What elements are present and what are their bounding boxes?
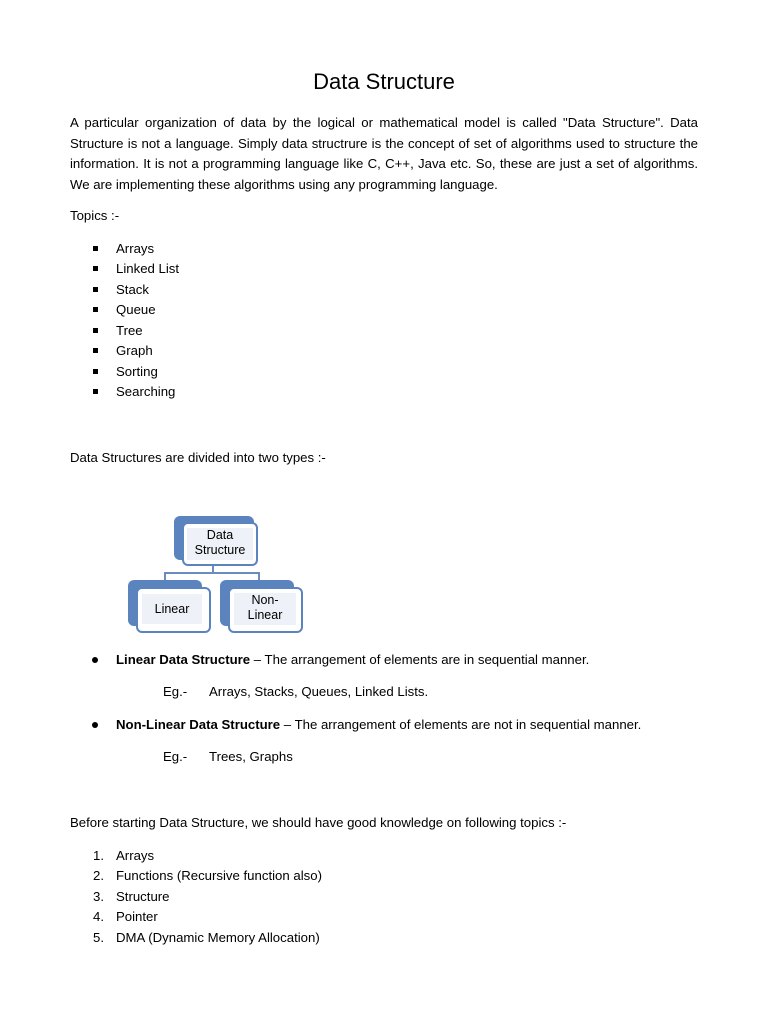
type-description: – The arrangement of elements are in sequential manner. bbox=[250, 652, 590, 667]
prereq-item: Pointer bbox=[116, 909, 158, 924]
linear-node-label: Linear bbox=[142, 594, 202, 624]
topic-item: Stack bbox=[116, 282, 149, 297]
topics-heading: Topics :- bbox=[70, 208, 120, 223]
prereq-heading: Before starting Data Structure, we should have good knowledge on following topics :- bbox=[70, 815, 567, 830]
type-item bbox=[116, 651, 589, 669]
prereq-number: 5. bbox=[93, 930, 104, 945]
topic-item: Arrays bbox=[116, 241, 155, 256]
square-bullet-icon bbox=[93, 266, 98, 271]
prereq-item: DMA (Dynamic Memory Allocation) bbox=[116, 930, 320, 945]
topic-item: Queue bbox=[116, 302, 156, 317]
nonlinear-node-text-line: Non- bbox=[251, 593, 279, 607]
prereq-number: 1. bbox=[93, 848, 104, 863]
square-bullet-icon bbox=[93, 369, 98, 374]
nonlinear-node-text-line: Linear bbox=[247, 608, 283, 622]
root-node-label bbox=[187, 528, 253, 560]
square-bullet-icon bbox=[93, 307, 98, 312]
types-heading: Data Structures are divided into two types :- bbox=[70, 450, 326, 465]
prereq-number: 3. bbox=[93, 889, 104, 904]
example-label: Eg.- bbox=[163, 684, 188, 699]
topic-item: Linked List bbox=[116, 261, 180, 276]
topic-item: Graph bbox=[116, 343, 153, 358]
root-node-text-line: Data bbox=[206, 528, 234, 542]
example-text: Arrays, Stacks, Queues, Linked Lists. bbox=[209, 684, 429, 699]
square-bullet-icon bbox=[93, 389, 98, 394]
type-item bbox=[116, 716, 641, 734]
connector-line bbox=[164, 572, 260, 574]
example-label: Eg.- bbox=[163, 749, 188, 764]
prereq-number: 4. bbox=[93, 909, 104, 924]
round-bullet-icon bbox=[92, 657, 98, 663]
topic-item: Searching bbox=[116, 384, 176, 399]
topic-item: Tree bbox=[116, 323, 143, 338]
type-term: Non-Linear Data Structure bbox=[116, 717, 281, 732]
square-bullet-icon bbox=[93, 348, 98, 353]
type-term: Linear Data Structure bbox=[116, 652, 251, 667]
example-text: Trees, Graphs bbox=[209, 749, 293, 764]
prereq-number: 2. bbox=[93, 868, 104, 883]
square-bullet-icon bbox=[93, 246, 98, 251]
square-bullet-icon bbox=[93, 328, 98, 333]
page-title: Data Structure bbox=[313, 69, 455, 94]
round-bullet-icon bbox=[92, 722, 98, 728]
prereq-item: Structure bbox=[116, 889, 170, 904]
prereq-item: Functions (Recursive function also) bbox=[116, 868, 322, 883]
nonlinear-node-label bbox=[234, 593, 296, 625]
topic-item: Sorting bbox=[116, 364, 158, 379]
prereq-item: Arrays bbox=[116, 848, 155, 863]
type-description: – The arrangement of elements are not in sequential manner. bbox=[280, 717, 642, 732]
square-bullet-icon bbox=[93, 287, 98, 292]
root-node-text-line: Structure bbox=[194, 543, 246, 557]
intro-paragraph: A particular organization of data by the logical or mathematical model is called "Data Structure". Data Structure is not a language. Simply data structrure is the concept of set of algorithms used to structure the information. It is not a programming language like C, C++, Java etc. So, these are just a set of algorithms. We are implementing these algorithms using any programming language. bbox=[70, 115, 698, 192]
